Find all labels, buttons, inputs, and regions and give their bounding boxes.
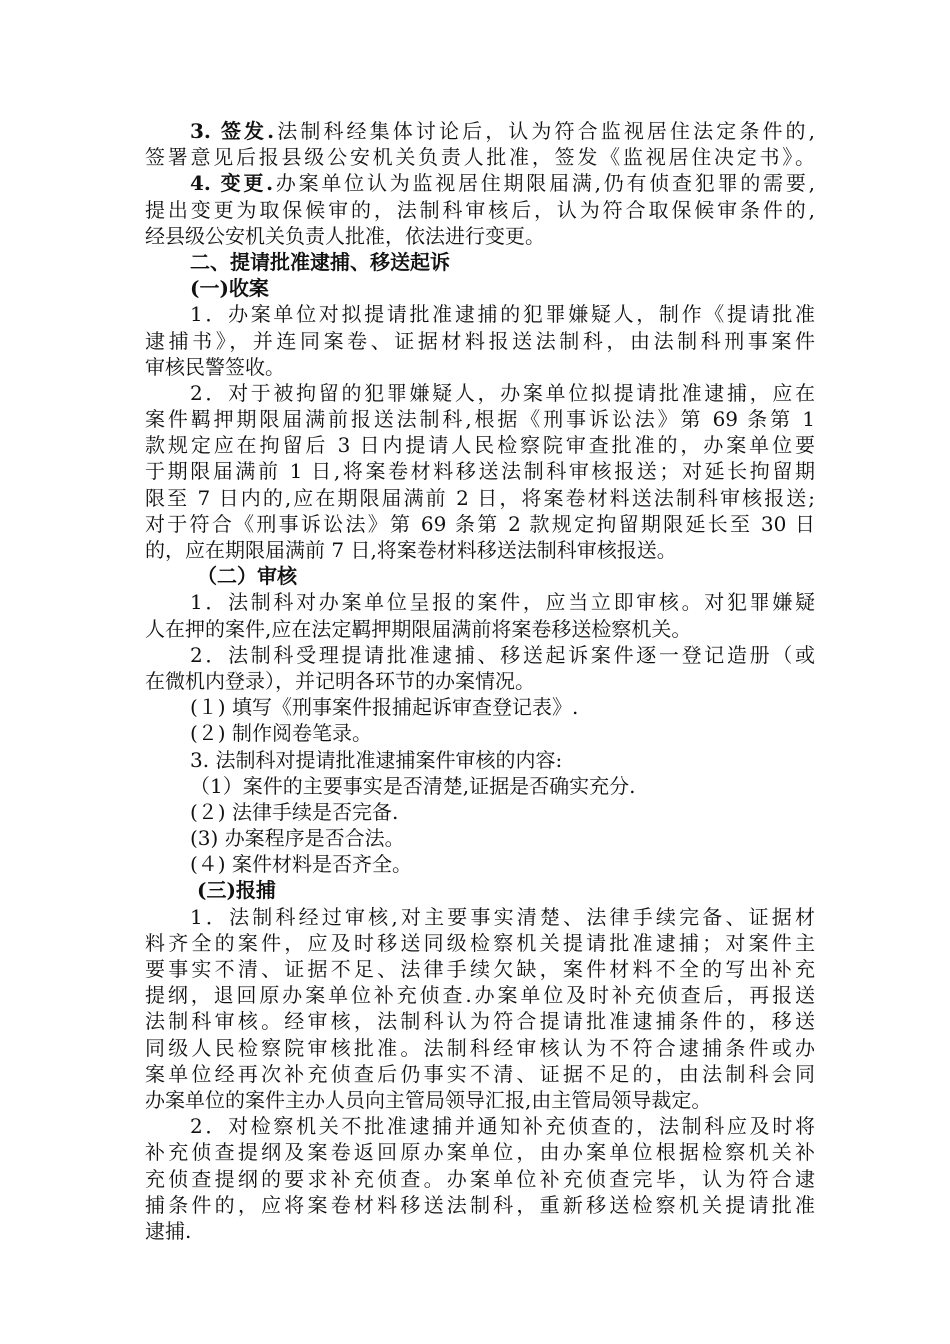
list-item: (２) 制作阅卷笔录。	[190, 721, 372, 746]
text-line: 案单位经再次补充侦查后仍事实不清、证据不足的，由法制科会同	[145, 1061, 815, 1086]
paragraph-4-line-1	[145, 170, 815, 196]
item-title: 变更.	[220, 171, 274, 196]
paragraph-4-line-2: 提出变更为取保候审的，法制科审核后，认为符合取保候审条件的,	[145, 197, 815, 222]
text-line: 料齐全的案件，应及时移送同级检察机关提请批准逮捕；对案件主	[145, 930, 815, 955]
paragraph-3-line-1	[145, 118, 815, 144]
text-line: 1．法制科对办案单位呈报的案件，应当立即审核。对犯罪嫌疑	[190, 590, 815, 615]
text-line: 提纲，退回原办案单位补充侦查.办案单位及时补充侦查后，再报送	[145, 983, 815, 1008]
text-line: 逮捕.	[145, 1218, 192, 1243]
paragraph-text: 法制科经集体讨论后，认为符合监视居住法定条件的,	[274, 119, 816, 143]
subsection-heading-2: （二）审核	[197, 564, 297, 589]
text-line: 款规定应在拘留后 3 日内提请人民检察院审查批准的，办案单位要	[145, 433, 815, 458]
paragraph-3-line-2: 签署意见后报县级公安机关负责人批准，签发《监视居住决定书》。	[145, 145, 815, 170]
text-line: 2．对于被拘留的犯罪嫌疑人，办案单位拟提请批准逮捕，应在	[190, 380, 815, 405]
text-line: 的，应在期限届满前 7 日,将案卷材料移送法制科审核报送。	[145, 538, 677, 562]
text-line: 2．对检察机关不批准逮捕并通知补充侦查的，法制科应及时将	[190, 1114, 815, 1139]
list-item: (４) 案件材料是否齐全。	[190, 852, 412, 877]
text-line: 案件羁押期限届满前报送法制科,根据《刑事诉讼法》第 69 条第 1	[145, 407, 815, 432]
text-line: 人在押的案件,应在法定羁押期限届满前将案卷移送检察机关。	[145, 616, 692, 641]
paragraph-text: 办案单位认为监视居住期限届满,仍有侦查犯罪的需要,	[273, 171, 815, 196]
text-line: 捕条件的，应将案卷材料移送法制科，重新移送检察机关提请批准	[145, 1192, 815, 1217]
text-line: 2．法制科受理提请批准逮捕、移送起诉案件逐一登记造册（或	[190, 642, 815, 667]
text-line: 要事实不清、证据不足、法律手续欠缺，案件材料不全的写出补充	[145, 957, 815, 981]
text-line: 于期限届满前 1 日,将案卷材料移送法制科审核报送；对延长拘留期	[145, 459, 815, 484]
text-line: 1．办案单位对拟提请批准逮捕的犯罪嫌疑人，制作《提请批准	[190, 302, 815, 327]
text-line: 在微机内登录），并记明各环节的办案情况。	[145, 668, 535, 693]
text-line: 补充侦查提纲及案卷返回原办案单位，由办案单位根据检察机关补	[145, 1140, 815, 1165]
text-line: 充侦查提纲的要求补充侦查。办案单位补充侦查完毕，认为符合逮	[145, 1166, 815, 1191]
subsection-heading-3: (三)报捕	[197, 878, 276, 903]
list-item: (２) 法律手续是否完备.	[190, 799, 399, 824]
paragraph-4-line-3: 经县级公安机关负责人批准，依法进行变更。	[145, 223, 545, 248]
text-line: 逮捕书》，并连同案卷、证据材料报送法制科，由法制科刑事案件	[145, 328, 815, 353]
text-line: 1．法制科经过审核,对主要事实清楚、法律手续完备、证据材	[190, 904, 815, 929]
document-body	[145, 118, 815, 1244]
list-item: （1）案件的主要事实是否清楚,证据是否确实充分.	[190, 773, 636, 798]
subsection-heading-1: (一)收案	[190, 276, 269, 301]
text-line: 审核民警签收。	[145, 354, 285, 379]
list-item: (3) 办案程序是否合法。	[190, 826, 405, 851]
text-line: 办案单位的案件主办人员向主管局领导汇报,由主管局领导裁定。	[145, 1087, 712, 1112]
text-line: 3. 法制科对提请批准逮捕案件审核的内容:	[190, 747, 563, 772]
text-line: 限至 7 日内的,应在期限届满前 2 日，将案卷材料送法制科审核报送;	[145, 485, 815, 510]
text-line: 法制科审核。经审核，法制科认为符合提请批准逮捕条件的，移送	[145, 1009, 815, 1034]
item-title: 签发.	[220, 119, 275, 143]
item-number: 3.	[190, 119, 221, 143]
text-line: 同级人民检察院审核批准。法制科经审核认为不符合逮捕条件或办	[145, 1035, 815, 1060]
text-line: 对于符合《刑事诉讼法》第 69 条第 2 款规定拘留期限延长至 30 日	[145, 511, 815, 536]
list-item: (１) 填写《刑事案件报捕起诉审查登记表》.	[190, 695, 579, 720]
item-number: 4.	[190, 171, 221, 196]
section-heading: 二、提请批准逮捕、移送起诉	[190, 249, 450, 274]
